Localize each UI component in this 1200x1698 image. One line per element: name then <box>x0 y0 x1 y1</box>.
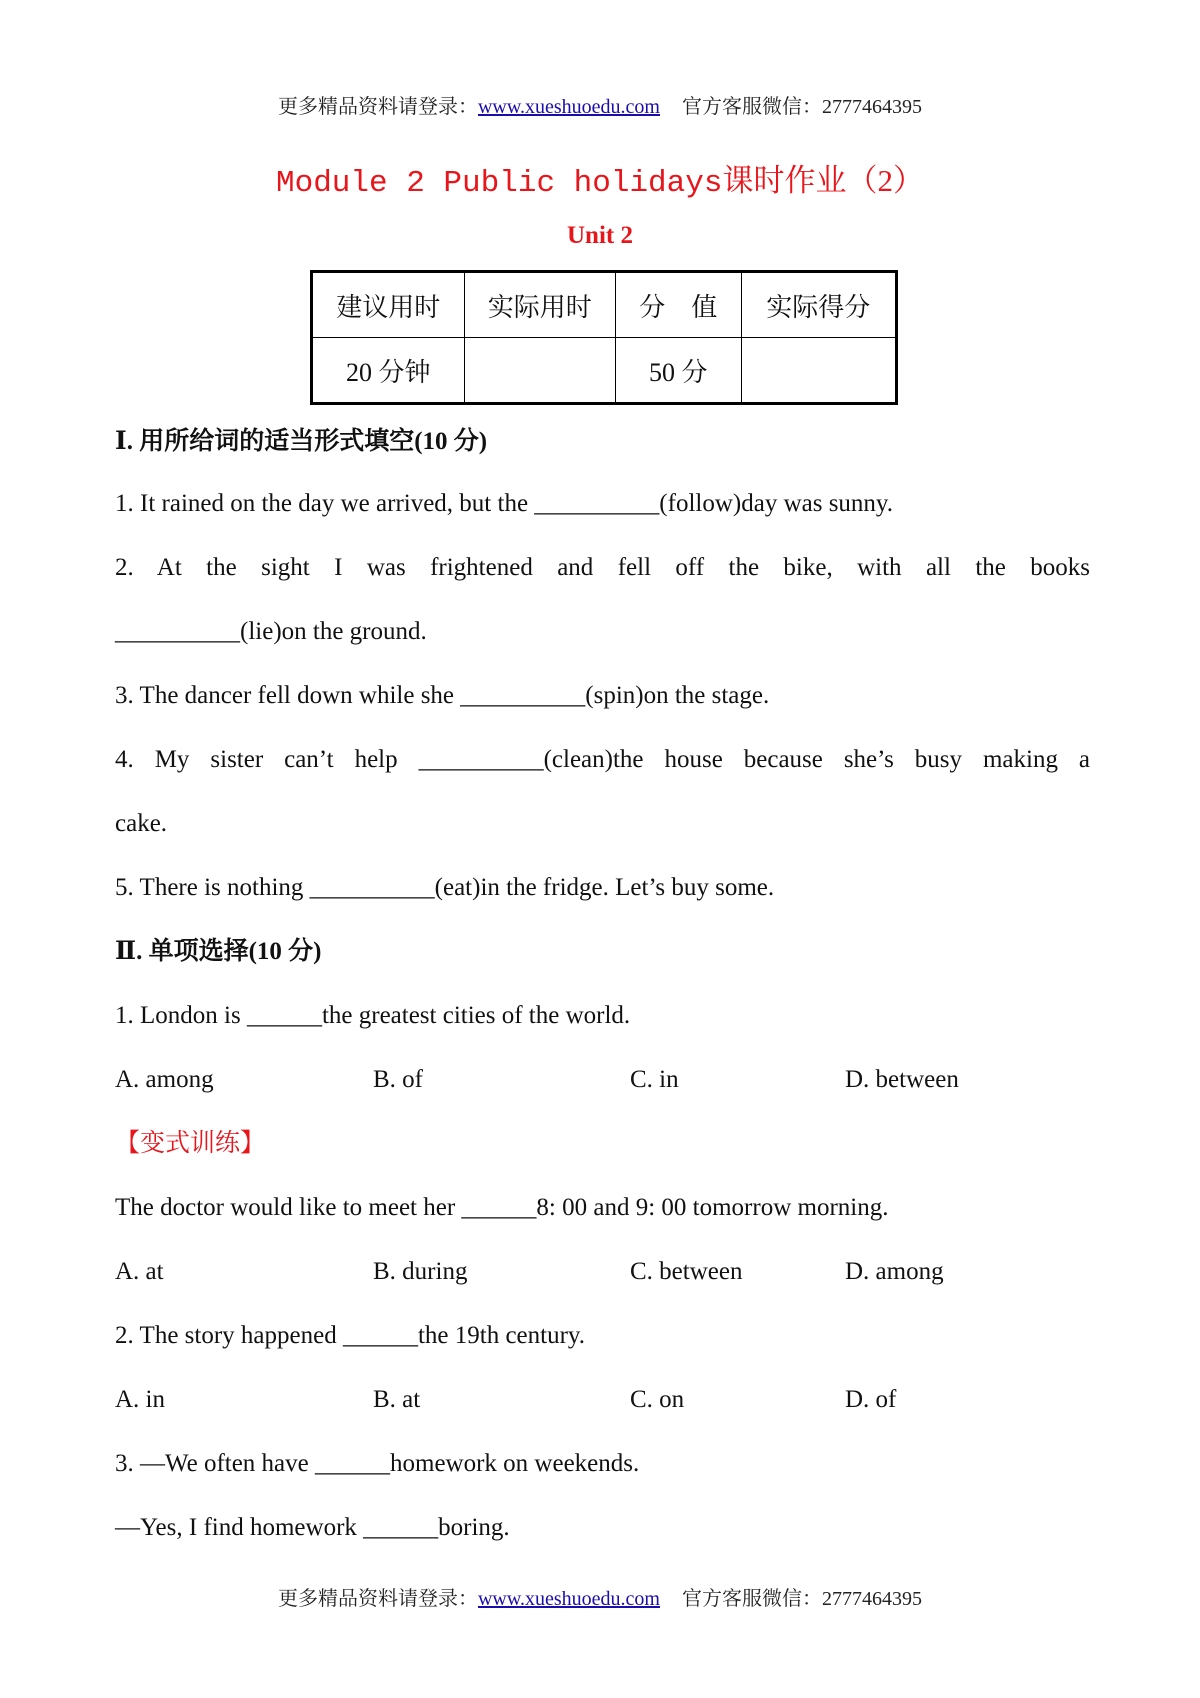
section2-question-3-line2: —Yes, I find homework ______boring. <box>115 1514 510 1541</box>
header-label: 更多精品资料请登录： <box>277 96 478 118</box>
score-header-cell: 建议用时 <box>312 272 465 338</box>
section1-question-3: 3. The dancer fell down while she __________(spin)on the stage. <box>115 682 770 709</box>
section2-question-3-line1: 3. —We often have ______homework on weekends. <box>115 1450 640 1477</box>
section1-question-2-line1: 2. At the sight I was frightened and fell off the bike, with all the books <box>115 554 1090 581</box>
option-b[interactable]: B. of <box>373 1066 423 1093</box>
footer-label: 更多精品资料请登录： <box>277 1588 478 1610</box>
score-header-cell: 分 值 <box>616 272 742 338</box>
option-c[interactable]: C. in <box>630 1066 679 1093</box>
score-table-header-row <box>312 272 897 338</box>
option-d[interactable]: D. between <box>845 1066 959 1093</box>
option-b[interactable]: B. during <box>373 1258 468 1285</box>
score-table-value-row <box>312 338 897 404</box>
option-d[interactable]: D. among <box>845 1258 944 1285</box>
page-subtitle: Unit 2 <box>567 222 633 249</box>
actual-time-cell[interactable] <box>464 338 616 404</box>
section2-question-2: 2. The story happened ______the 19th century. <box>115 1322 586 1349</box>
option-b[interactable]: B. at <box>373 1386 421 1413</box>
actual-score-cell[interactable] <box>741 338 896 404</box>
option-a[interactable]: A. at <box>115 1258 164 1285</box>
section2-question-1: 1. London is ______the greatest cities of the world. <box>115 1002 631 1029</box>
total-score-cell: 50 分 <box>616 338 742 404</box>
section1-question-4-line2: cake. <box>115 810 168 837</box>
title-chinese: 课时作业 <box>722 163 847 198</box>
page-footer <box>0 1582 1200 1611</box>
variant-question: The doctor would like to meet her ______8: 00 and 9: 00 tomorrow morning. <box>115 1194 889 1221</box>
score-header-cell: 实际用时 <box>464 272 616 338</box>
section1-title: Ⅰ. 用所给词的适当形式填空(10 分) <box>115 428 488 455</box>
section2-title: Ⅱ. 单项选择(10 分) <box>115 938 322 965</box>
header-link[interactable]: www.xueshuoedu.com <box>477 96 660 118</box>
score-table <box>310 270 898 405</box>
page-header <box>0 90 1200 119</box>
option-c[interactable]: C. between <box>630 1258 743 1285</box>
variant-training-heading: 【变式训练】 <box>115 1130 266 1157</box>
page-title <box>0 155 1200 201</box>
score-header-cell: 实际得分 <box>741 272 896 338</box>
option-a[interactable]: A. in <box>115 1386 165 1413</box>
footer-link[interactable]: www.xueshuoedu.com <box>477 1588 660 1610</box>
footer-service: 官方客服微信：2777464395 <box>682 1588 922 1610</box>
section1-question-5: 5. There is nothing __________(eat)in the fridge. Let’s buy some. <box>115 874 775 901</box>
option-a[interactable]: A. among <box>115 1066 214 1093</box>
section1-question-2-line2: __________(lie)on the ground. <box>115 618 427 645</box>
section1-question-4-line1: 4. My sister can’t help __________(clean)the house because she’s busy making a <box>115 746 1090 773</box>
option-c[interactable]: C. on <box>630 1386 685 1413</box>
header-service: 官方客服微信：2777464395 <box>682 96 922 118</box>
option-d[interactable]: D. of <box>845 1386 897 1413</box>
title-number: （2） <box>846 163 924 198</box>
section1-question-1: 1. It rained on the day we arrived, but the __________(follow)day was sunny. <box>115 490 894 517</box>
title-english: Module 2 Public holidays <box>276 166 723 201</box>
suggested-time-cell: 20 分钟 <box>312 338 465 404</box>
